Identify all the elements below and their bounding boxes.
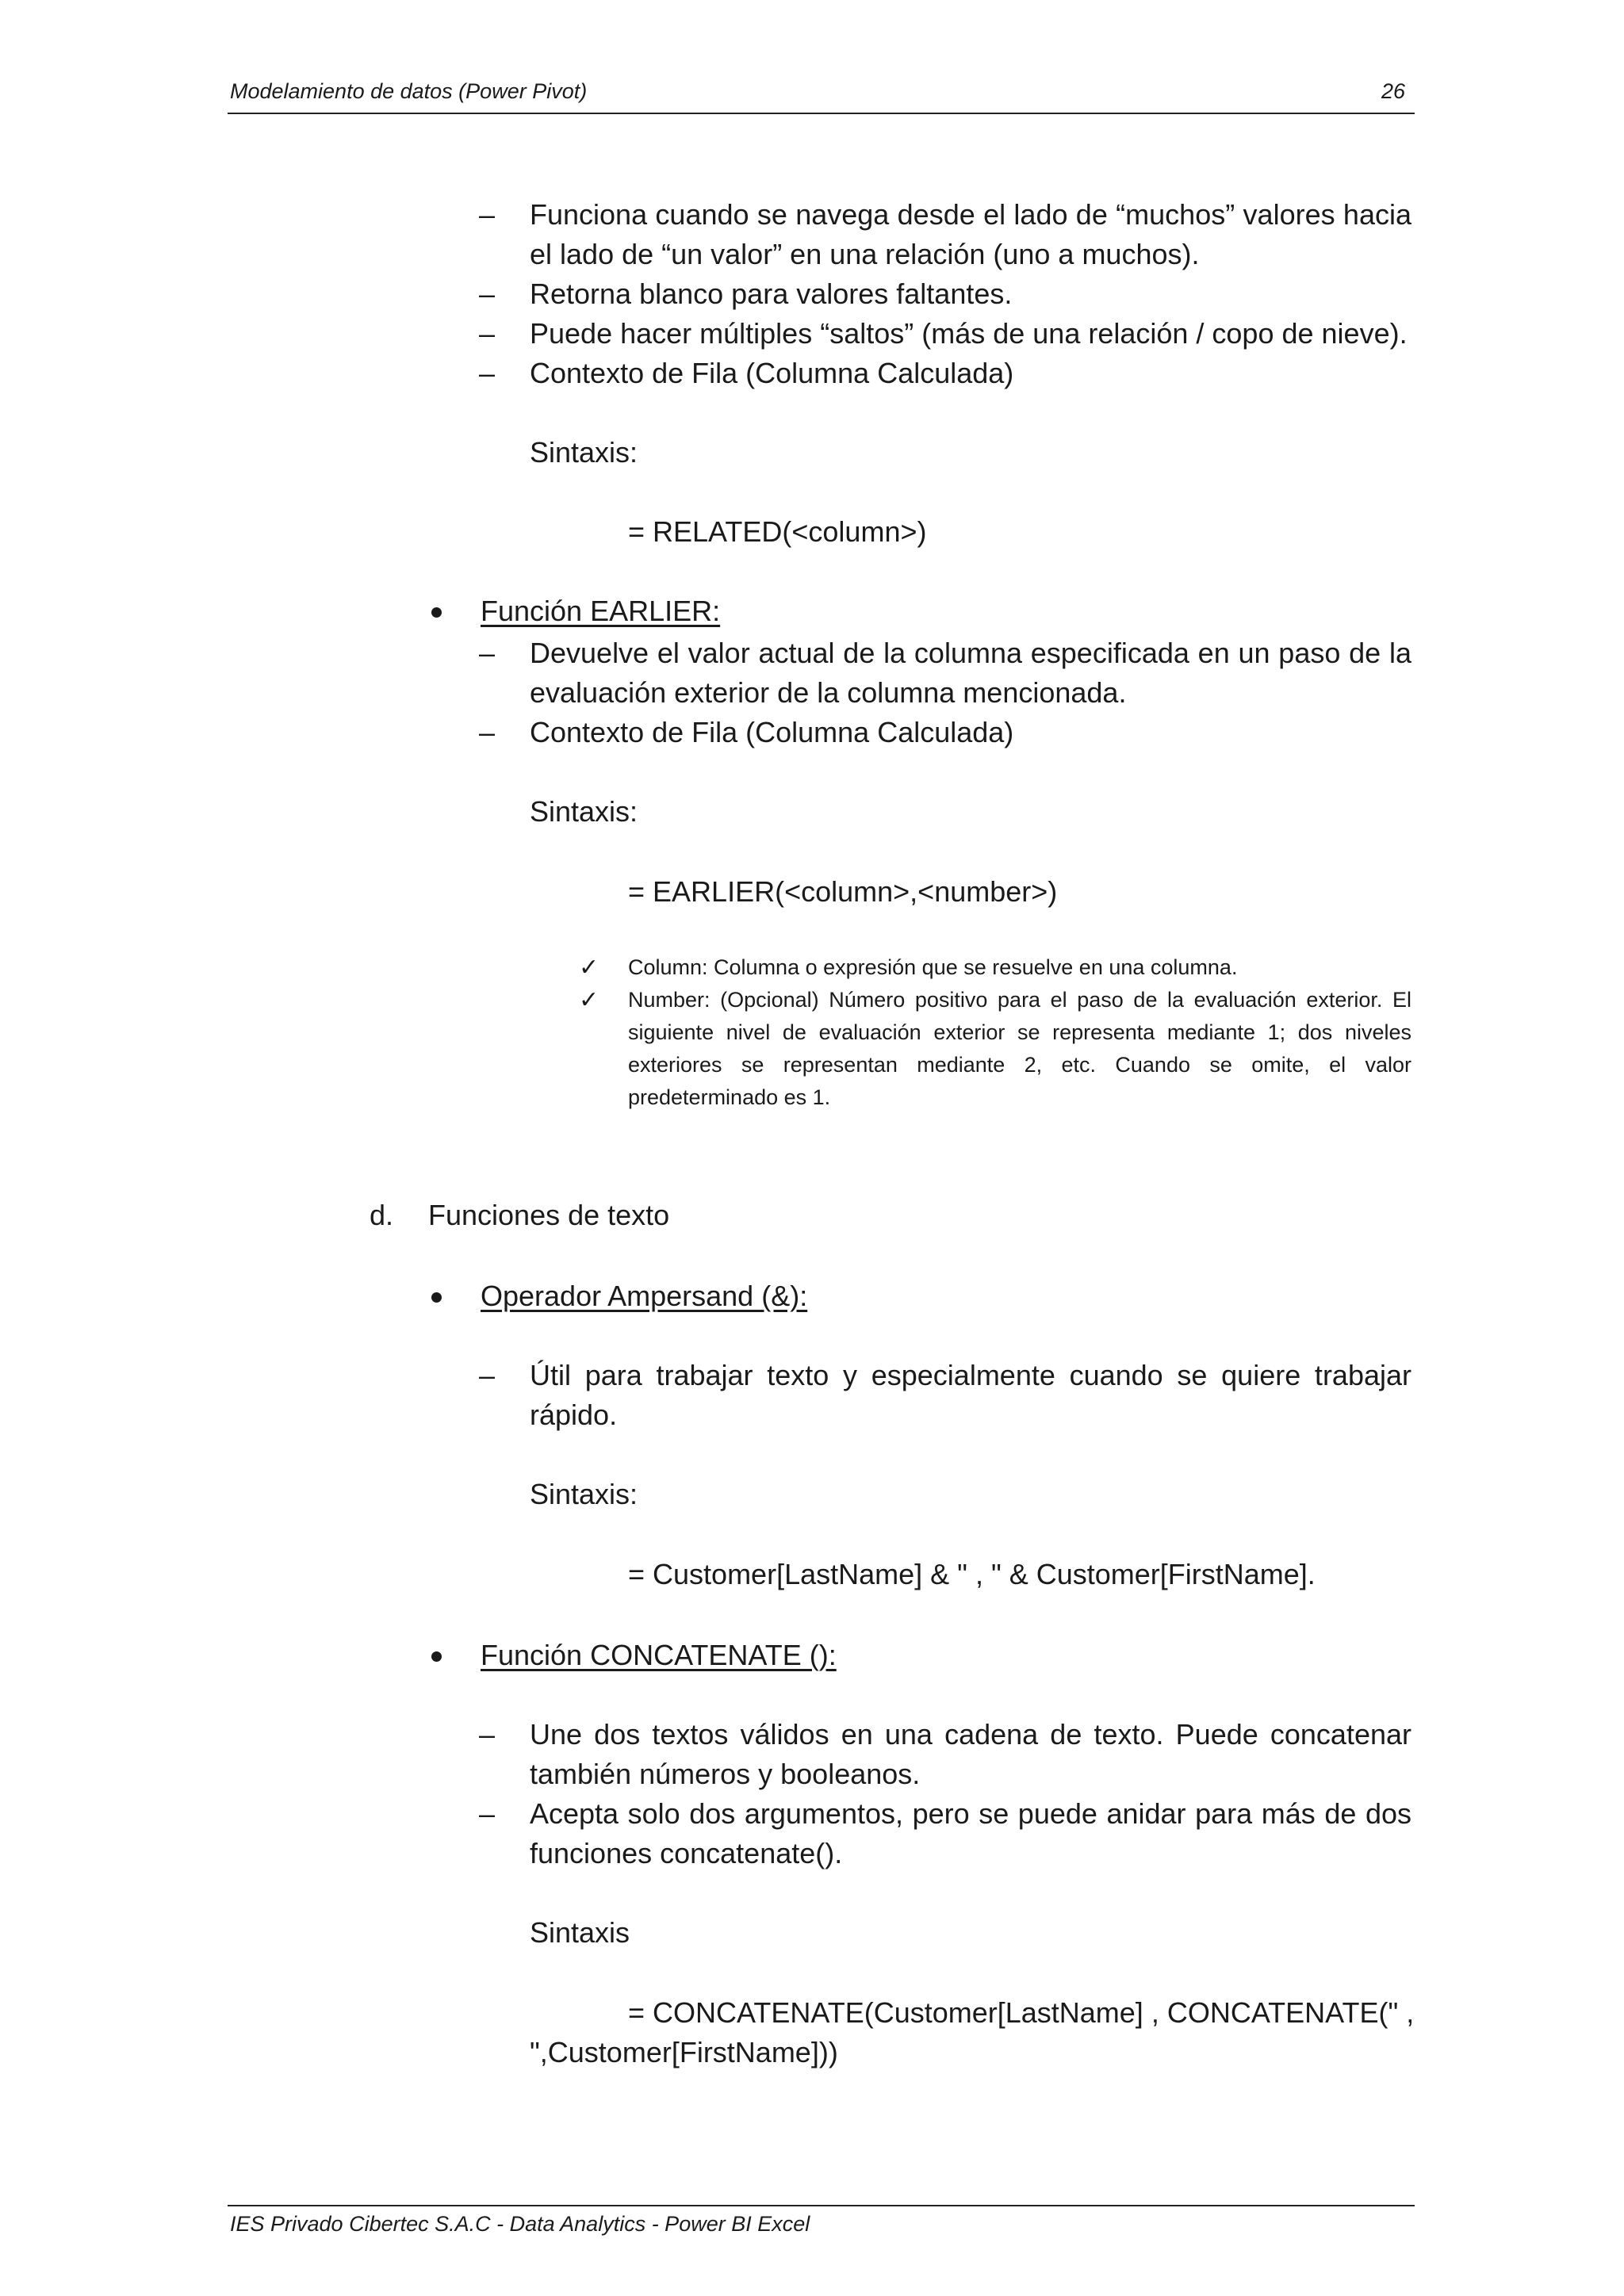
related-item-3: Puede hacer múltiples “saltos” (más de una relación / copo de nieve). xyxy=(530,317,1408,350)
concatenate-syntax-line2: ",Customer[FirstName])) xyxy=(530,2036,838,2068)
section-title: Funciones de texto xyxy=(428,1199,670,1231)
dash-marker: – xyxy=(479,1718,496,1751)
bullet-dot xyxy=(431,1292,442,1303)
check-icon: ✓ xyxy=(579,955,599,981)
earlier-item-1: Devuelve el valor actual de la columna especificada en un paso de la evaluación exterior de la columna mencionada. xyxy=(530,637,1411,709)
check-icon: ✓ xyxy=(579,987,599,1013)
concatenate-item-2: Acepta solo dos argumentos, pero se puede anidar para más de dos funciones concatenate(). xyxy=(530,1797,1411,1869)
earlier-note-column: Column: Columna o expresión que se resuelve en una columna. xyxy=(628,955,1238,979)
dash-marker: – xyxy=(479,357,496,389)
earlier-title: Función EARLIER: xyxy=(481,595,721,627)
related-item-1: Funciona cuando se navega desde el lado de “muchos” valores hacia el lado de “un valor” en una relación (uno a muchos). xyxy=(530,198,1411,270)
dash-marker: – xyxy=(479,317,496,350)
header-rule xyxy=(228,113,1415,114)
bullet-dot xyxy=(431,1651,442,1662)
header-title: Modelamiento de datos (Power Pivot) xyxy=(230,79,588,103)
related-syntax-label: Sintaxis: xyxy=(530,436,638,469)
ampersand-item-1: Útil para trabajar texto y especialmente cuando se quiere trabajar rápido. xyxy=(530,1359,1411,1431)
related-item-2: Retorna blanco para valores faltantes. xyxy=(530,277,1013,310)
ampersand-syntax: = Customer[LastName] & " , " & Customer[FirstName]. xyxy=(628,1558,1316,1590)
footer-rule xyxy=(228,2205,1415,2206)
earlier-syntax-label: Sintaxis: xyxy=(530,795,638,828)
dash-marker: – xyxy=(479,1797,496,1830)
concatenate-syntax-line1: = CONCATENATE(Customer[LastName] , CONCATENATE(" , xyxy=(628,1996,1415,2029)
related-item-4: Contexto de Fila (Columna Calculada) xyxy=(530,357,1014,389)
footer-text: IES Privado Cibertec S.A.C - Data Analytics - Power BI Excel xyxy=(230,2212,810,2236)
page-number: 26 xyxy=(1381,79,1406,103)
section-letter: d. xyxy=(370,1199,394,1231)
concatenate-item-1: Une dos textos válidos en una cadena de texto. Puede concatenar también números y booleanos. xyxy=(530,1718,1411,1790)
dash-marker: – xyxy=(479,198,496,231)
earlier-item-2: Contexto de Fila (Columna Calculada) xyxy=(530,716,1014,748)
related-syntax: = RELATED(<column>) xyxy=(628,515,927,548)
dash-marker: – xyxy=(479,716,496,748)
concatenate-syntax-label: Sintaxis xyxy=(530,1916,630,1949)
ampersand-title: Operador Ampersand (&): xyxy=(481,1280,808,1312)
dash-marker: – xyxy=(479,277,496,310)
ampersand-syntax-label: Sintaxis: xyxy=(530,1478,638,1510)
bullet-dot xyxy=(431,607,442,618)
earlier-note-number: Number: (Opcional) Número positivo para el paso de la evaluación exterior. El siguiente nivel de evaluación exterior se representa mediante 1; dos niveles exteriores se representan mediante 2, etc. Cuando se omite, el valor predeterminado es 1. xyxy=(628,988,1411,1109)
dash-marker: – xyxy=(479,637,496,669)
earlier-syntax: = EARLIER(<column>,<number>) xyxy=(628,875,1058,908)
concatenate-title: Función CONCATENATE (): xyxy=(481,1639,837,1671)
dash-marker: – xyxy=(479,1359,496,1391)
